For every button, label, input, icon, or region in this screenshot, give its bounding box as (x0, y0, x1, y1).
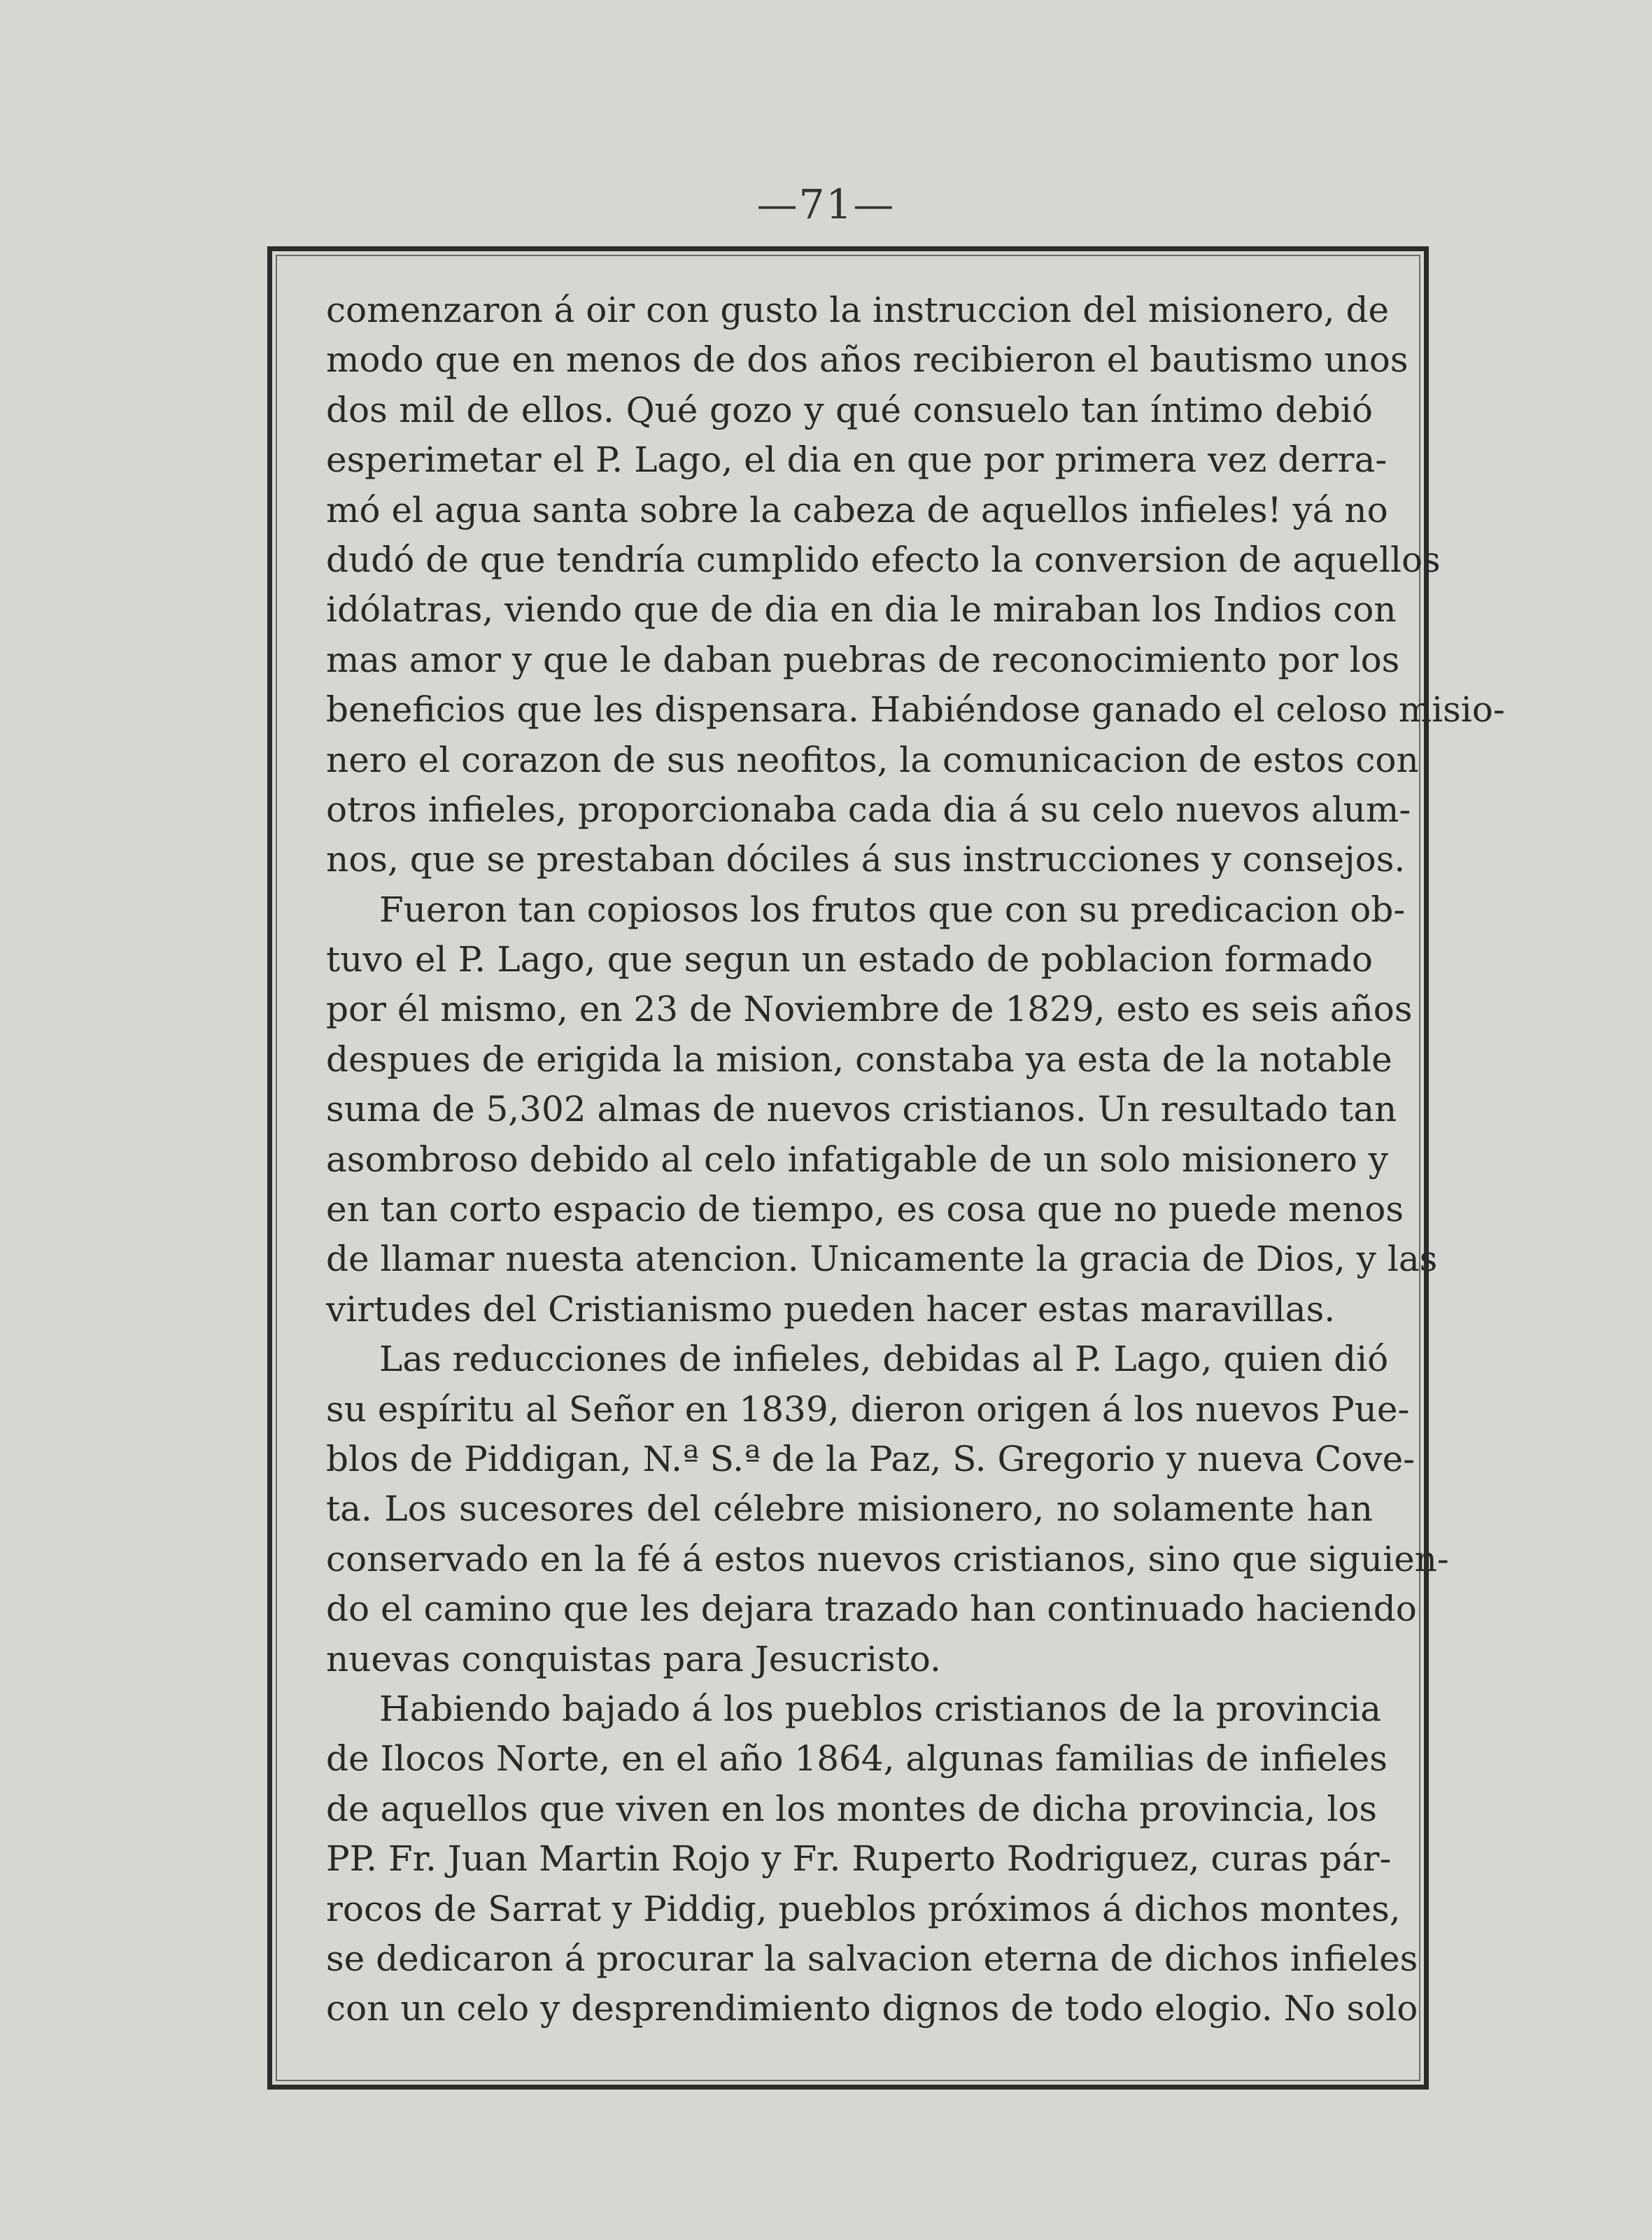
text-line: su espíritu al Señor en 1839, dieron origen á los nuevos Pue- (326, 1388, 1410, 1430)
text-line: de aquellos que viven en los montes de dicha provincia, los (326, 1788, 1378, 1829)
text-line: idólatras, viendo que de dia en dia le miraban los Indios con (326, 589, 1397, 631)
text-line: por él mismo, en 23 de Noviembre de 1829, esto es seis años (326, 989, 1413, 1030)
text-line: comenzaron á oir con gusto la instruccion del misionero, de (326, 290, 1390, 330)
text-line: Fueron tan copiosos los frutos que con su predicacion ob- (379, 889, 1406, 930)
text-line: nuevas conquistas para Jesucristo. (326, 1638, 941, 1679)
text-line: tuvo el P. Lago, que segun un estado de poblacion formado (326, 939, 1373, 980)
text-line: virtudes del Cristianismo pueden hacer estas maravillas. (326, 1288, 1336, 1330)
text-line: beneficios que les dispensara. Habiéndose ganado el celoso misio- (326, 689, 1505, 731)
text-line: PP. Fr. Juan Martin Rojo y Fr. Ruperto Rodriguez, curas pár- (326, 1838, 1392, 1880)
page-number: —71— (756, 181, 896, 228)
text-line: suma de 5,302 almas de nuevos cristianos. Un resultado tan (326, 1089, 1397, 1130)
text-line: modo que en menos de dos años recibieron el bautismo unos (326, 339, 1409, 381)
text-line: de llamar nuesta atencion. Unicamente la gracia de Dios, y las (326, 1239, 1438, 1280)
text-line: se dedicaron á procurar la salvacion eterna de dichos infieles (326, 1938, 1418, 1979)
text-line: mó el agua santa sobre la cabeza de aquellos infieles! yá no (326, 489, 1388, 530)
text-line: en tan corto espacio de tiempo, es cosa que no puede menos (326, 1189, 1404, 1230)
text-line: nos, que se prestaban dóciles á sus instrucciones y consejos. (326, 839, 1406, 880)
text-line: nero el corazon de sus neofitos, la comunicacion de estos con (326, 739, 1419, 780)
text-line: mas amor y que le daban puebras de reconocimiento por los (326, 639, 1400, 680)
text-line: Habiendo bajado á los pueblos cristianos de la provincia (379, 1688, 1381, 1729)
text-line: blos de Piddigan, N.ª S.ª de la Paz, S. Gregorio y nueva Cove- (326, 1438, 1416, 1479)
text-line: con un celo y desprendimiento dignos de todo elogio. No solo (326, 1988, 1418, 2029)
text-line: de Ilocos Norte, en el año 1864, algunas familias de infieles (326, 1738, 1388, 1780)
body-text (326, 286, 1505, 2034)
text-line: asombroso debido al celo infatigable de un solo misionero y (326, 1139, 1389, 1180)
text-line: dos mil de ellos. Qué gozo y qué consuelo tan íntimo debió (326, 389, 1373, 430)
text-line: conservado en la fé á estos nuevos cristianos, sino que siguien- (326, 1538, 1449, 1579)
text-line: do el camino que les dejara trazado han continuado haciendo (326, 1589, 1417, 1630)
text-line: otros infieles, proporcionaba cada dia á su celo nuevos alum- (326, 789, 1411, 830)
text-line: ta. Los sucesores del célebre misionero, no solamente han (326, 1488, 1373, 1530)
text-line: Las reducciones de infieles, debidas al P. Lago, quien dió (379, 1339, 1389, 1380)
text-line: esperimetar el P. Lago, el dia en que por primera vez derra- (326, 439, 1388, 481)
text-line: rocos de Sarrat y Piddig, pueblos próximos á dichos montes, (326, 1888, 1401, 1929)
text-line: dudó de que tendría cumplido efecto la conversion de aquellos (326, 539, 1441, 580)
text-line: despues de erigida la mision, constaba ya esta de la notable (326, 1038, 1392, 1080)
